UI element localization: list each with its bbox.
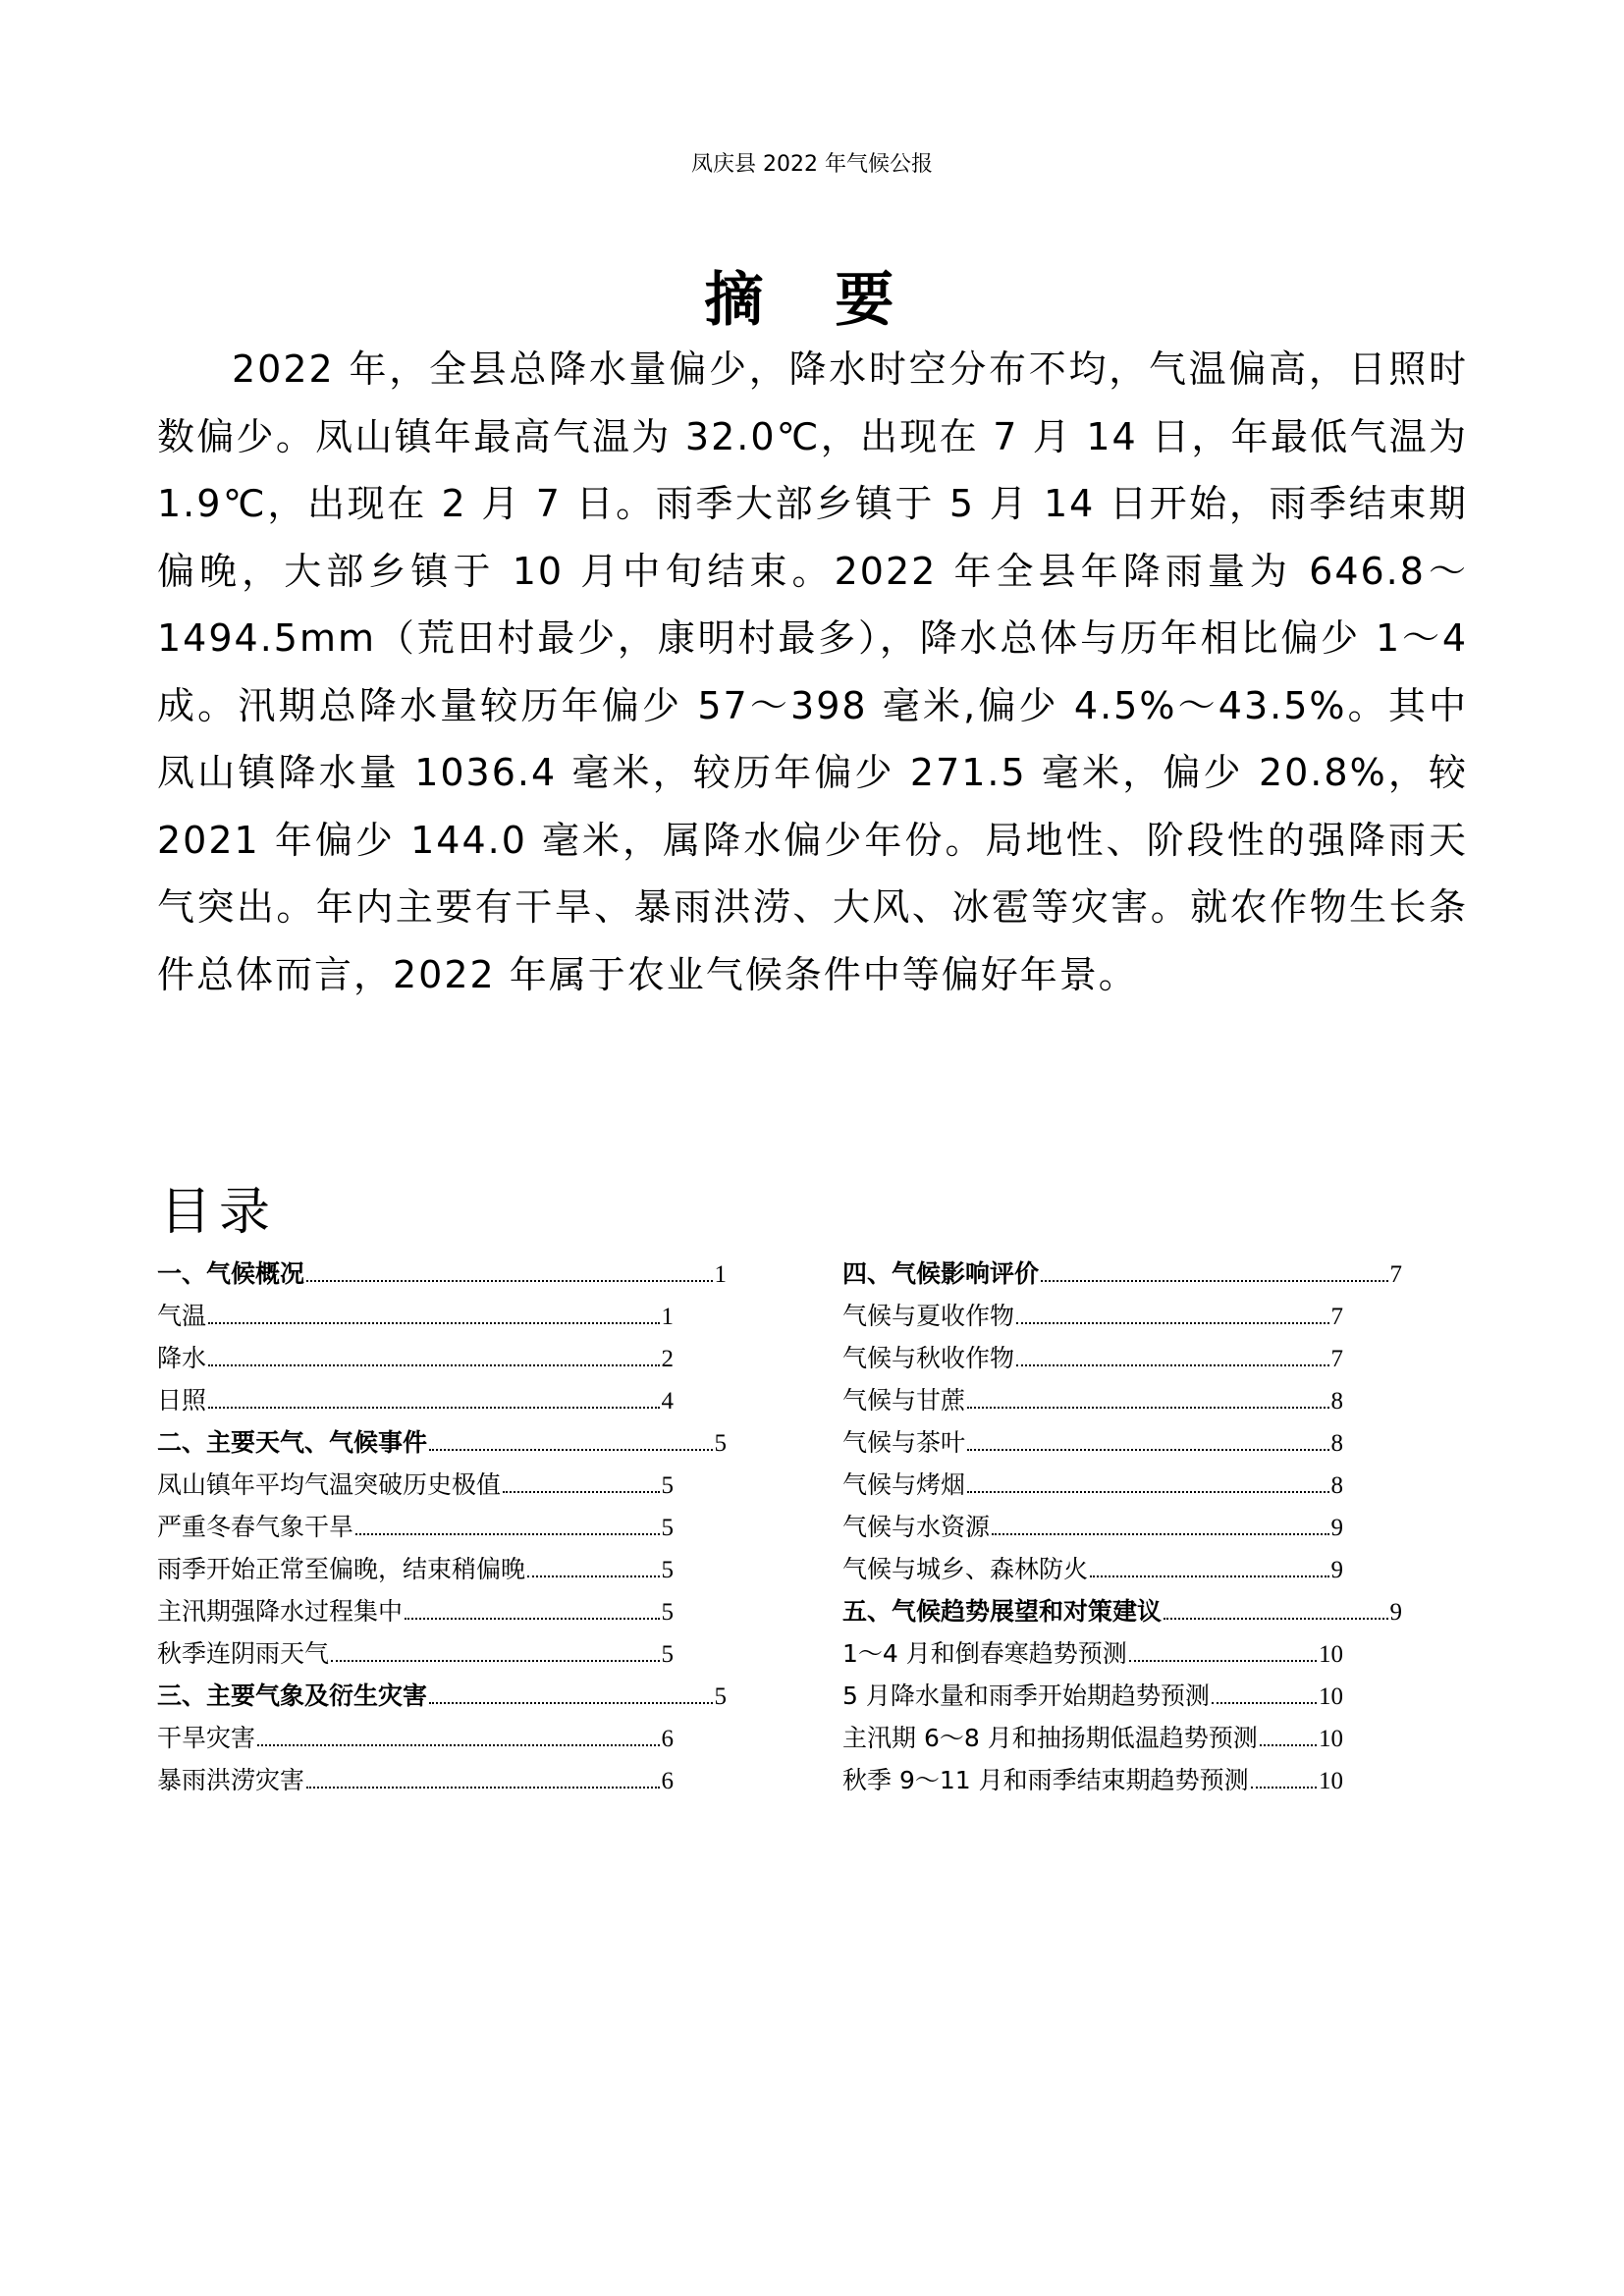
toc-page-number: 8 [1330, 1472, 1343, 1499]
toc-page-number: 8 [1330, 1388, 1343, 1415]
toc-entry-text: 一、气候概况 [157, 1259, 305, 1288]
toc-dot-leader [1016, 1364, 1328, 1366]
toc-entry-text: 气候与夏收作物 [842, 1302, 1015, 1330]
toc-entry[interactable] [842, 1339, 1402, 1381]
toc-page-number: 2 [661, 1346, 674, 1372]
toc-dot-leader [331, 1660, 659, 1662]
toc-dot-leader [967, 1407, 1328, 1409]
toc-page-number: 4 [661, 1388, 674, 1415]
toc-entry[interactable] [842, 1761, 1402, 1803]
toc-page-number: 5 [661, 1641, 674, 1668]
toc-entry-text: 降水 [157, 1344, 207, 1372]
toc-page-number: 9 [1330, 1515, 1343, 1541]
toc-entry[interactable] [842, 1677, 1402, 1719]
toc-dot-leader [405, 1618, 659, 1620]
toc-dot-leader [429, 1702, 712, 1704]
toc-page-number: 7 [1330, 1304, 1343, 1330]
toc-entry-text: 五、气候趋势展望和对策建议 [842, 1597, 1163, 1626]
toc-dot-leader [208, 1322, 659, 1324]
toc-entry[interactable] [157, 1381, 727, 1423]
toc-entry-text: 气候与茶叶 [842, 1428, 966, 1457]
abstract-title: 摘 要 [704, 266, 920, 335]
toc-entry-text: 气候与烤烟 [842, 1470, 966, 1499]
toc-page-number: 5 [661, 1557, 674, 1583]
toc-entry-text: 气候与甘蔗 [842, 1386, 966, 1415]
toc-left-column [157, 1255, 727, 1803]
toc-dot-leader [306, 1280, 712, 1282]
toc-entry[interactable] [842, 1297, 1402, 1339]
toc-entry-text: 气候与秋收作物 [842, 1344, 1015, 1372]
toc-entry[interactable] [157, 1550, 727, 1592]
toc-dot-leader [992, 1533, 1328, 1535]
toc-entry-text: 凤山镇年平均气温突破历史极值 [157, 1470, 502, 1499]
toc-entry-text: 秋季 9～11 月和雨季结束期趋势预测 [842, 1766, 1249, 1794]
toc-entry[interactable] [157, 1423, 727, 1466]
toc-page-number: 7 [1330, 1346, 1343, 1372]
toc-entry[interactable] [842, 1550, 1402, 1592]
toc-page-number: 10 [1319, 1641, 1343, 1668]
toc-dot-leader [1260, 1744, 1317, 1746]
toc-entry[interactable] [842, 1423, 1402, 1466]
toc-entry-text: 干旱灾害 [157, 1724, 256, 1752]
abstract-body: 2022 年，全县总降水量偏少，降水时空分布不均，气温偏高，日照时数偏少。凤山镇年最高气温为 32.0℃，出现在 7 月 14 日，年最低气温为 1.9℃，出现在 2 月 7 日。雨季大部乡镇于 5 月 14 日开始，雨季结束期偏晚，大部乡镇于 10 月中旬结束。2022 年全县年降雨量为 646.8～1494.5mm（荒田村最少，康明村最多），降水总体与历年相比偏少 1～4 成。汛期总降水量较历年偏少 57～398 毫米,偏少 4.5%～43.5%。其中凤山镇降水量 1036.4 毫米，较历年偏少 271.5 毫米，偏少 20.8%，较 2021 年偏少 144.0 毫米，属降水偏少年份。局地性、阶段性的强降雨天气突出。年内主要有干旱、暴雨洪涝、大风、冰雹等灾害。就农作物生长条件总体而言，2022 年属于农业气候条件中等偏好年景。 [157, 347, 1468, 996]
toc-entry-text: 四、气候影响评价 [842, 1259, 1040, 1288]
toc-entry[interactable] [157, 1466, 727, 1508]
toc-dot-leader [1041, 1280, 1387, 1282]
toc-entry-text: 1～4 月和倒春寒趋势预测 [842, 1639, 1127, 1668]
toc-entry-text: 二、主要天气、气候事件 [157, 1428, 428, 1457]
toc-entry-text: 雨季开始正常至偏晚，结束稍偏晚 [157, 1555, 526, 1583]
toc-entry-text: 三、主要气象及衍生灾害 [157, 1682, 428, 1710]
toc-page-number: 6 [661, 1726, 674, 1752]
page-header: 凤庆县 2022 年气候公报 [691, 152, 933, 177]
toc-page-number: 8 [1330, 1430, 1343, 1457]
toc-entry[interactable] [157, 1339, 727, 1381]
toc-page-number: 9 [1389, 1599, 1402, 1626]
toc-page-number: 1 [714, 1261, 727, 1288]
toc-page-number: 6 [661, 1768, 674, 1794]
toc-entry[interactable] [842, 1592, 1402, 1634]
toc-page-number: 7 [1389, 1261, 1402, 1288]
toc-dot-leader [1212, 1702, 1317, 1704]
toc-entry-text: 主汛期 6～8 月和抽扬期低温趋势预测 [842, 1724, 1258, 1752]
toc-page-number: 5 [661, 1599, 674, 1626]
toc-entry[interactable] [842, 1719, 1402, 1761]
toc-entry[interactable] [842, 1255, 1402, 1297]
toc-dot-leader [967, 1491, 1328, 1493]
toc-page-number: 5 [661, 1515, 674, 1541]
toc-dot-leader [527, 1575, 659, 1577]
toc-dot-leader [355, 1533, 659, 1535]
toc-dot-leader [429, 1449, 712, 1451]
toc-entry[interactable] [157, 1592, 727, 1634]
toc-page-number: 5 [714, 1683, 727, 1710]
toc-entry-text: 秋季连阴雨天气 [157, 1639, 330, 1668]
toc-entry[interactable] [157, 1255, 727, 1297]
toc-dot-leader [306, 1787, 659, 1789]
toc-page-number: 10 [1319, 1683, 1343, 1710]
toc-entry-text: 严重冬春气象干旱 [157, 1513, 354, 1541]
toc-page-number: 1 [661, 1304, 674, 1330]
toc-page-number: 9 [1330, 1557, 1343, 1583]
toc-entry-text: 5 月降水量和雨季开始期趋势预测 [842, 1682, 1210, 1710]
toc-page-number: 5 [661, 1472, 674, 1499]
toc-dot-leader [967, 1449, 1328, 1451]
toc-right-column [842, 1255, 1402, 1803]
toc-entry[interactable] [842, 1381, 1402, 1423]
toc-page-number: 10 [1319, 1726, 1343, 1752]
toc-dot-leader [208, 1407, 659, 1409]
toc-page-number: 10 [1319, 1768, 1343, 1794]
toc-entry[interactable] [842, 1508, 1402, 1550]
toc-entry[interactable] [842, 1466, 1402, 1508]
toc-heading: 目录 [160, 1183, 279, 1242]
toc-entry-text: 气温 [157, 1302, 207, 1330]
toc-entry-text: 主汛期强降水过程集中 [157, 1597, 404, 1626]
toc-entry[interactable] [157, 1297, 727, 1339]
toc-dot-leader [1251, 1787, 1317, 1789]
toc-entry[interactable] [157, 1719, 727, 1761]
toc-dot-leader [257, 1744, 659, 1746]
toc-entry[interactable] [157, 1634, 727, 1677]
toc-dot-leader [1016, 1322, 1328, 1324]
toc-entry-text: 日照 [157, 1386, 207, 1415]
toc-entry-text: 暴雨洪涝灾害 [157, 1766, 305, 1794]
toc-dot-leader [503, 1491, 659, 1493]
toc-page-number: 5 [714, 1430, 727, 1457]
toc-entry[interactable] [157, 1761, 727, 1803]
toc-entry[interactable] [842, 1634, 1402, 1677]
toc-entry-text: 气候与城乡、森林防火 [842, 1555, 1089, 1583]
toc-entry-text: 气候与水资源 [842, 1513, 991, 1541]
toc-dot-leader [1090, 1575, 1328, 1577]
toc-dot-leader [1129, 1660, 1317, 1662]
toc-dot-leader [1164, 1618, 1387, 1620]
toc-dot-leader [208, 1364, 659, 1366]
toc-entry[interactable] [157, 1508, 727, 1550]
toc-entry[interactable] [157, 1677, 727, 1719]
